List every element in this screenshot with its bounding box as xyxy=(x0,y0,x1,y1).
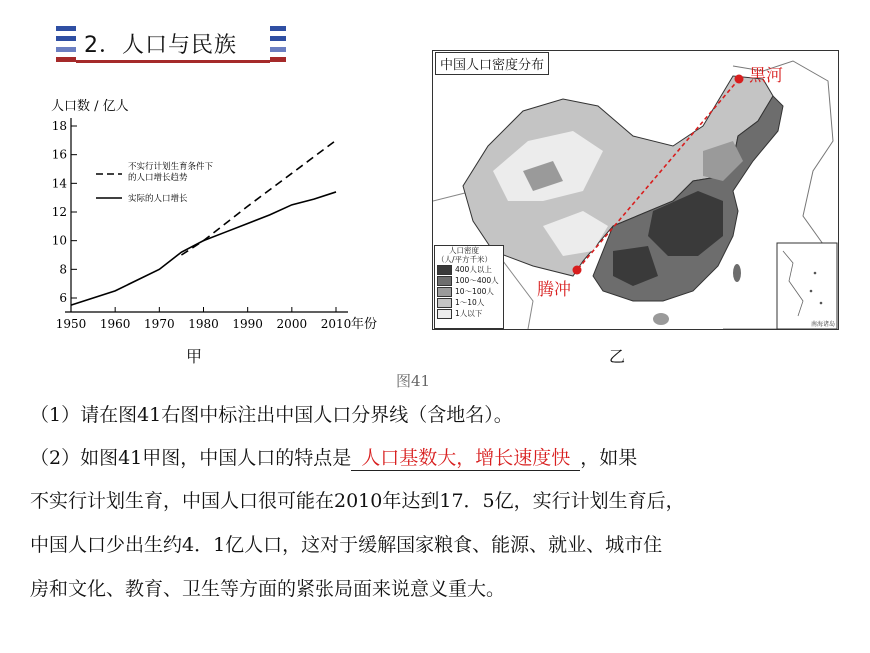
paragraph-line-3: 不实行计划生育，中国人口很可能在2010年达到17．5亿，实行计划生育后， xyxy=(30,490,685,512)
y-tick-label: 6 xyxy=(59,291,67,305)
section-title xyxy=(84,28,237,59)
y-tick-label: 14 xyxy=(51,176,67,191)
y-tick-label: 10 xyxy=(51,233,67,248)
x-tick-label: 1950 xyxy=(55,317,87,331)
question-2-prefix: （2）如图41甲图，中国人口的特点是 xyxy=(30,447,352,469)
caption-left: 甲 xyxy=(186,347,203,366)
map-legend xyxy=(434,245,504,329)
y-axis-label: 人口数 / 亿人 xyxy=(51,99,129,114)
label-tengchong: 腾冲 xyxy=(537,280,571,300)
section-banner xyxy=(56,22,286,66)
question-2-line xyxy=(30,446,637,471)
banner-bar-blue xyxy=(56,47,76,52)
legend-label: 1人以下 xyxy=(455,309,483,318)
legend-item xyxy=(435,264,503,275)
banner-bar-red xyxy=(270,57,286,62)
legend-item xyxy=(435,297,503,308)
population-line-chart xyxy=(28,92,388,342)
y-tick-label: 18 xyxy=(51,119,67,133)
inset-island xyxy=(820,302,823,305)
legend-swatch xyxy=(437,265,452,275)
legend-item xyxy=(435,286,503,297)
heihe-dot xyxy=(735,75,744,84)
x-tick-label: 2000 xyxy=(276,317,308,331)
island-hainan xyxy=(653,313,669,325)
y-tick-label: 16 xyxy=(51,147,67,162)
paragraph-line-5: 房和文化、教育、卫生等方面的紧张局面来说意义重大。 xyxy=(30,578,506,600)
inset-island xyxy=(814,272,817,275)
question-2-suffix: ，如果 xyxy=(580,447,638,469)
question-1: （1）请在图41右图中标注出中国人口分界线（含地名）。 xyxy=(30,404,513,426)
y-tick-label: 12 xyxy=(51,205,67,219)
banner-bar-blue xyxy=(56,26,76,31)
banner-bar-red xyxy=(56,57,76,62)
section-title-text: 人口与民族 xyxy=(122,33,238,58)
legend-label: 400人以上 xyxy=(455,265,492,274)
section-number: 2． xyxy=(84,33,122,58)
legend-item xyxy=(435,275,503,286)
inset-label: 南海诸岛 xyxy=(810,321,835,328)
banner-bar-blue xyxy=(270,47,286,52)
inset-island xyxy=(810,290,813,293)
legend-items xyxy=(435,264,503,319)
china-population-density-map xyxy=(432,50,839,330)
answer-blank xyxy=(351,446,580,471)
x-axis-label: 年份 xyxy=(351,317,378,332)
legend-swatch xyxy=(437,309,452,319)
legend-swatch xyxy=(437,298,452,308)
inset-box xyxy=(777,243,837,329)
y-tick-label: 8 xyxy=(59,262,67,277)
legend-label: 的人口增长趋势 xyxy=(128,173,188,183)
tengchong-dot xyxy=(573,266,582,275)
legend-label: 不实行计划生育条件下 xyxy=(128,162,214,172)
series-line-dashed xyxy=(181,140,336,255)
legend-label: 100～400人 xyxy=(455,276,499,285)
legend-item xyxy=(435,308,503,319)
x-tick-label: 1980 xyxy=(188,317,219,331)
x-tick-label: 2010 xyxy=(320,317,352,331)
banner-underline xyxy=(76,60,270,63)
banner-bar-blue xyxy=(270,26,286,31)
legend-label: 1～10人 xyxy=(455,298,485,307)
legend-swatch xyxy=(437,276,452,286)
label-heihe: 黑河 xyxy=(749,66,783,86)
banner-bar-blue xyxy=(56,36,76,41)
legend-unit: （人/平方千米） xyxy=(437,255,493,264)
paragraph-line-4: 中国人口少出生约4．1亿人口，这对于缓解国家粮食、能源、就业、城市住 xyxy=(30,534,663,556)
legend-label: 实际的人口增长 xyxy=(128,194,188,204)
banner-bar-blue xyxy=(270,36,286,41)
x-tick-label: 1970 xyxy=(144,317,175,331)
answer-text: 人口基数大，增长速度快 xyxy=(361,447,571,469)
x-tick-label: 1960 xyxy=(99,317,131,331)
legend-swatch xyxy=(437,287,452,297)
series-line-solid xyxy=(71,192,336,305)
x-tick-label: 1990 xyxy=(232,317,263,331)
legend-label: 10～100人 xyxy=(455,287,494,296)
caption-right: 乙 xyxy=(609,347,626,366)
figure-label: 图41 xyxy=(396,372,431,390)
legend-title: 人口密度 xyxy=(449,246,479,255)
map-title: 中国人口密度分布 xyxy=(435,52,549,75)
island-taiwan xyxy=(733,264,741,282)
